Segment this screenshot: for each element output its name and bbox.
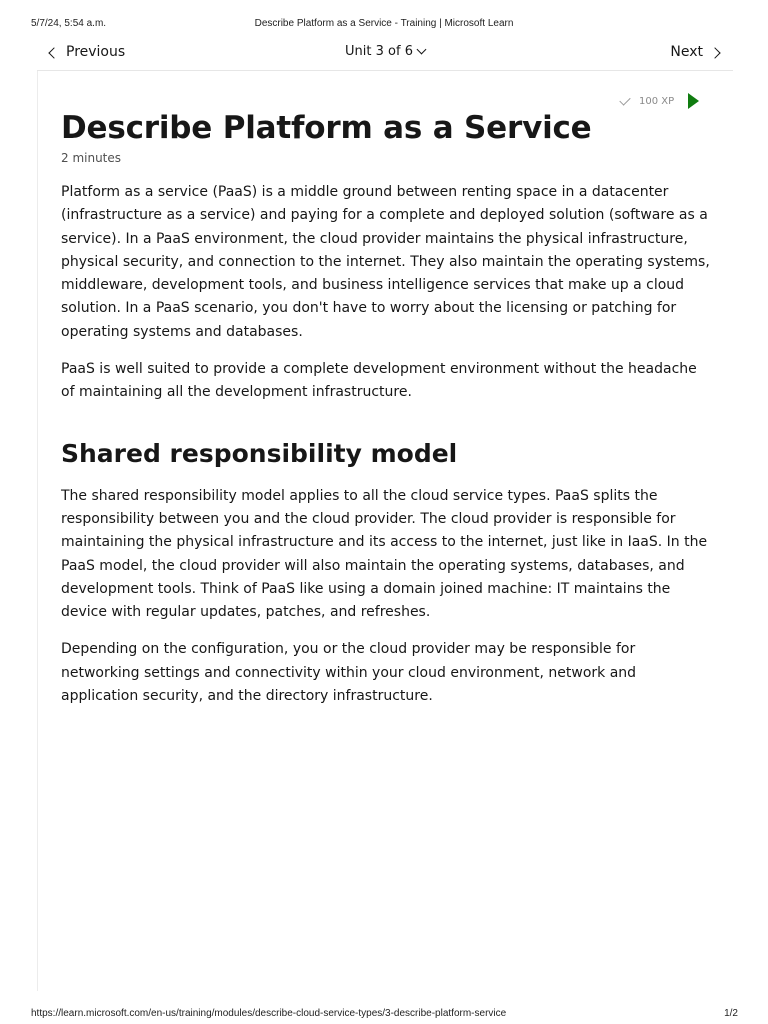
print-title: Describe Platform as a Service - Training | Microsoft Learn [254,18,514,29]
duration-label: 2 minutes [61,151,122,165]
unit-navigation [37,40,733,71]
section-heading: Shared responsibility model [61,438,458,468]
check-icon [619,94,630,105]
article-paragraph: PaaS is well suited to provide a complete development environment without the headache of maintaining all the development infrastructure. [61,361,697,401]
print-header [0,0,768,40]
chevron-down-icon [417,45,427,55]
xp-indicator [620,93,699,109]
next-button[interactable] [670,44,719,60]
next-label: Next [670,44,703,60]
unit-selector-wrap [37,44,733,59]
xp-label: 100 XP [639,95,675,107]
article [61,108,711,708]
section-paragraph: Depending on the configuration, you or the cloud provider may be responsible for networking settings and connectivity within your cloud environment, network and application security, and the directory infrastructure. [61,641,637,705]
article-paragraph: Platform as a service (PaaS) is a middle ground between renting space in a datacenter (infrastructure as a service) and paying for a complete and deployed solution (software as a service). In a PaaS environment, the cloud provider maintains the physical infrastructure, physical security, and connection to the internet. They also maintain the operating systems, middleware, development tools, and business intelligence services that make up a cloud solution. In a PaaS scenario, you don't have to worry about the licensing or patching for operating systems and databases. [61,184,710,340]
unit-label: Unit 3 of 6 [345,44,413,59]
unit-selector[interactable] [345,44,425,59]
print-date: 5/7/24, 5:54 a.m. [31,18,107,29]
section-paragraph: The shared responsibility model applies to all the cloud service types. PaaS splits the responsibility between you and the cloud provider. The cloud provider is responsible for maintaining the physical infrastructure and its access to the internet, just like in IaaS. In the PaaS model, the cloud provider will also maintain the operating systems, databases, and development tools. Think of PaaS like using a domain joined machine: IT maintains the device with regular updates, patches, and refreshes. [61,487,708,621]
print-url: https://learn.microsoft.com/en-us/training/modules/describe-cloud-service-types/3-describe-platform-service [31,1008,507,1019]
play-icon[interactable] [688,93,699,109]
previous-label: Previous [66,44,126,60]
page-title: Describe Platform as a Service [61,110,592,146]
chevron-right-icon [709,47,720,58]
page-number: 1/2 [724,1008,738,1019]
